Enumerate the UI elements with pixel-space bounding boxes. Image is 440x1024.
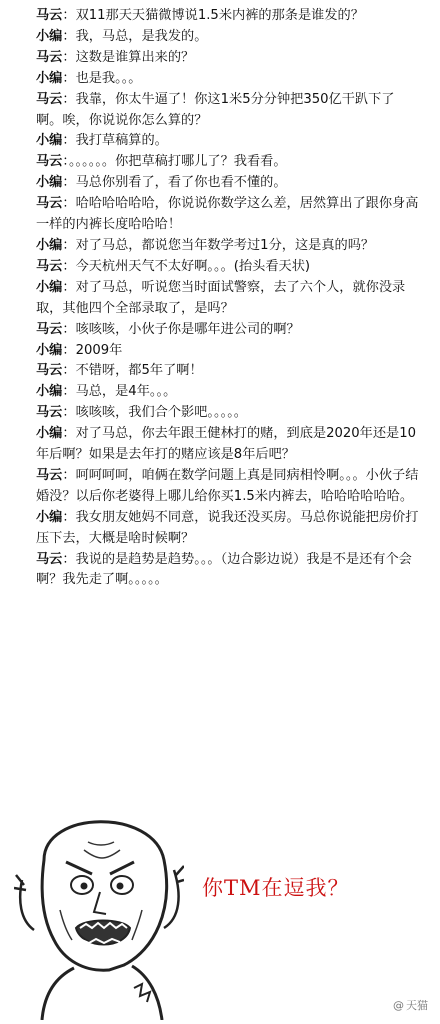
dialogue-line — [36, 236, 420, 257]
speaker-colon: ： — [62, 363, 76, 379]
speaker-colon: ： — [62, 28, 76, 44]
dialogue-text: 我靠，你太牛逼了！你这1米5分分钟把350亿干趴下了啊。唉，你说说你怎么算的？ — [36, 91, 395, 128]
dialogue-text: 我打草稿算的。 — [75, 133, 168, 149]
dialogue-text: 2009年 — [75, 342, 123, 358]
caption: 你TM在逗我？ — [202, 876, 350, 900]
dialogue-text: 我女朋友她妈不同意，说我还没买房。马总你说能把房价打压下去，大概是啥时候啊？ — [36, 509, 419, 546]
speaker-colon: ： — [62, 405, 76, 421]
dialogue-line — [36, 131, 420, 152]
dialogue-line — [36, 320, 420, 341]
dialogue-text: 我说的是趋势是趋势。。。（边合影边说）我是不是还有个会啊？我先走了啊。。。。。 — [36, 551, 412, 588]
rage-face-icon — [14, 800, 184, 1020]
speaker-name: 小编 — [36, 279, 63, 295]
dialogue-line — [36, 466, 420, 508]
speaker-colon: ： — [62, 196, 76, 212]
dialogue-line — [36, 424, 420, 466]
dialogue-line — [36, 550, 420, 592]
dialogue-line — [36, 27, 420, 48]
speaker-name: 马云 — [36, 258, 63, 274]
dialogue-text: 今天杭州天气不太好啊。。。(抬头看天状) — [75, 258, 311, 274]
speaker-name: 马云 — [36, 321, 63, 337]
dialogue-text: 呵呵呵呵，咱俩在数学问题上真是同病相怜啊。。。小伙子结婚没？以后你老婆得上哪儿给你买1.5米内裤去，哈哈哈哈哈哈。 — [36, 467, 419, 504]
speaker-name: 小编 — [36, 426, 63, 442]
dialogue-text: 马总，是4年。。。 — [75, 384, 177, 400]
dialogue-line — [36, 508, 420, 550]
speaker-name: 马云 — [36, 196, 63, 212]
dialogue-line — [36, 341, 420, 362]
dialogue-text: 哈哈哈哈哈哈，你说说你数学这么差，居然算出了跟你身高一样的内裤长度哈哈哈！ — [36, 196, 419, 233]
dialogue-line — [36, 152, 420, 173]
speaker-name: 马云 — [36, 405, 63, 421]
speaker-colon: ： — [62, 91, 76, 107]
dialogue-line — [36, 257, 420, 278]
speaker-colon: ： — [62, 467, 76, 483]
speaker-colon: ： — [62, 279, 76, 295]
dialogue-text: 不错呀，都5年了啊！ — [75, 363, 203, 379]
speaker-name: 小编 — [36, 175, 63, 191]
dialogue-text: 这数是谁算出来的？ — [75, 49, 195, 65]
dialogue-line — [36, 194, 420, 236]
speaker-colon: ： — [62, 70, 76, 86]
dialogue-line — [36, 382, 420, 403]
dialogue-line — [36, 403, 420, 424]
speaker-name: 小编 — [36, 70, 63, 86]
watermark-at: @ — [393, 999, 404, 1012]
dialogue — [36, 6, 420, 591]
watermark-name: 天猫 — [406, 999, 428, 1012]
speaker-name: 小编 — [36, 342, 63, 358]
speaker-name: 马云 — [36, 467, 63, 483]
dialogue-line — [36, 278, 420, 320]
speaker-colon: ： — [62, 49, 76, 65]
dialogue-line — [36, 6, 420, 27]
speaker-name: 马云 — [36, 8, 63, 23]
speaker-name: 马云 — [36, 154, 63, 170]
dialogue-text: 咳咳咳，小伙子你是哪年进公司的啊？ — [75, 321, 300, 337]
dialogue-text: 对了马总，听说您当时面试警察，去了六个人，就你没录取，其他四个全部录取了，是吗？ — [36, 279, 406, 316]
dialogue-text: 双11那天天猫微博说1.5米内裤的那条是谁发的？ — [75, 8, 364, 23]
speaker-name: 小编 — [36, 133, 63, 149]
speaker-colon: ： — [62, 175, 76, 191]
speaker-colon: ： — [62, 258, 76, 274]
speaker-name: 小编 — [36, 237, 63, 253]
speaker-colon: ： — [62, 8, 76, 23]
dialogue-text: 也是我。。。 — [75, 70, 142, 86]
speaker-name: 马云 — [36, 49, 63, 65]
y-u-no-face-drawing — [14, 800, 184, 1020]
dialogue-line — [36, 69, 420, 90]
dialogue-text: 马总你别看了，看了你也看不懂的。 — [75, 175, 287, 191]
dialogue-text: 对了马总，你去年跟王健林打的赌，到底是2020年还是10年后啊？如果是去年打的赌应该是8年后吧？ — [36, 426, 417, 463]
speaker-name: 马云 — [36, 551, 63, 567]
dialogue-line — [36, 90, 420, 132]
dialogue-line — [36, 48, 420, 69]
dialogue-line — [36, 173, 420, 194]
speaker-name: 小编 — [36, 384, 63, 400]
speaker-colon: ： — [62, 133, 76, 149]
dialogue-line — [36, 361, 420, 382]
speaker-colon: ： — [62, 426, 76, 442]
speaker-name: 小编 — [36, 509, 63, 525]
speaker-colon: ： — [62, 342, 76, 358]
speaker-colon: ： — [62, 237, 76, 253]
speaker-colon: ： — [62, 154, 69, 170]
speaker-colon: ： — [62, 321, 76, 337]
dialogue-text: 对了马总，都说您当年数学考过1分，这是真的吗？ — [75, 237, 375, 253]
speaker-colon: ： — [62, 551, 76, 567]
speaker-name: 小编 — [36, 28, 63, 44]
dialogue-text: 我，马总，是我发的。 — [75, 28, 208, 44]
speaker-name: 马云 — [36, 363, 63, 379]
speaker-colon: ： — [62, 509, 76, 525]
dialogue-text: 。。。。。。你把草稿打哪儿了？我看看。 — [68, 154, 287, 170]
watermark — [393, 997, 428, 1013]
dialogue-text: 咳咳咳，我们合个影吧。。。。。 — [75, 405, 247, 421]
speaker-name: 马云 — [36, 91, 63, 107]
speaker-colon: ： — [62, 384, 76, 400]
